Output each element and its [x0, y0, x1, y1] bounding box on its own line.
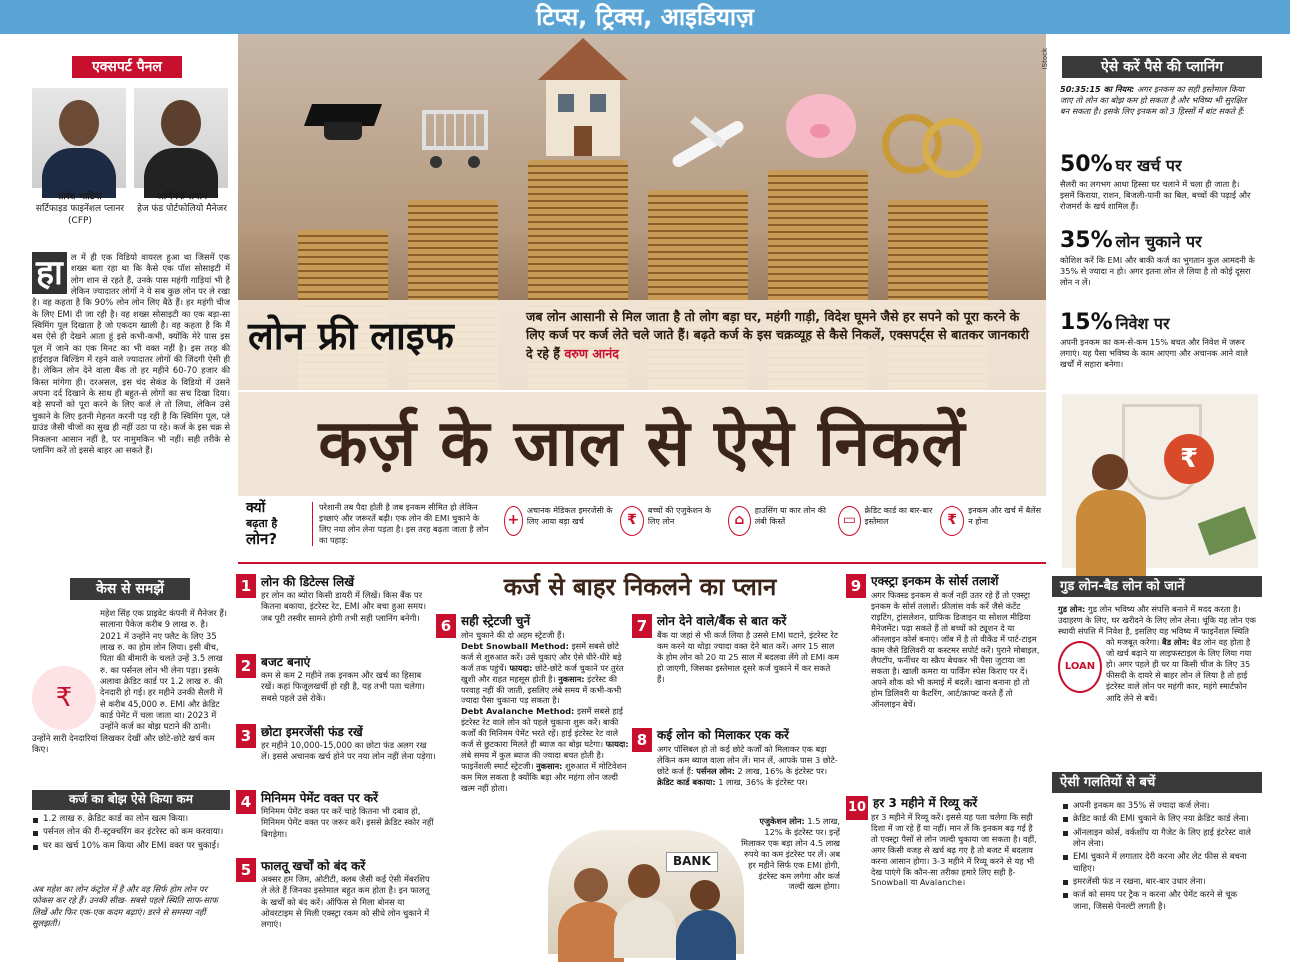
good-bad-heading: गुड लोन-बैड लोन को जानें	[1052, 576, 1262, 597]
mistakes-heading: ऐसी गलतियों से बचें	[1052, 772, 1262, 793]
hero-author: वरुण आनंद	[564, 345, 619, 361]
reason-label: हाउसिंग या कार लोन की लंबी किस्तें	[754, 506, 826, 526]
split-pct: 15%	[1060, 310, 1113, 335]
step-number: 10	[846, 796, 868, 820]
snowball-text: इसमें सबसे छोटे कर्ज से शुरुआत करें। उसे चुकाएं और ऐसे धीरे-धीरे बड़े कर्ज तक पहुंचें।	[461, 640, 622, 673]
reason-3	[728, 506, 832, 536]
hero-image	[238, 34, 1049, 390]
step-title: छोटा इमरजेंसी फंड रखें	[261, 725, 363, 739]
step-intro: लोन चुकाने की दो अहम स्ट्रेटजी हैं।	[461, 630, 565, 640]
avalanche-text: इसमें सबसे हाई इंटरेस्ट रेट वाले लोन को पहले चुकाना शुरू करें। बाकी कर्जों की मिनिमम पेमेंट भरते रहें। हाई इंटरेस्ट रेट वाले कर्ज से छुटकारा मिलते ही ब्याज का बोझ घटेगा।	[461, 706, 623, 750]
snowball-benefit: छोटे-छोटे कर्ज चुकाने पर तुरंत खुशी और राहत महसूस होती है।	[461, 662, 624, 684]
split-title: निवेश पर	[1115, 314, 1170, 333]
list-item: क्रेडिट कार्ड की EMI चुकाने के लिए नया क्रेडिट कार्ड लेना।	[1062, 813, 1256, 824]
list-item: घर का खर्च 10% कम किया और EMI वक्त पर चुकाई।	[32, 841, 230, 852]
step-7	[632, 614, 840, 724]
expert-1-name: तारेश भाटिया	[58, 192, 102, 202]
split-title: घर खर्च पर	[1115, 156, 1182, 175]
step-number: 1	[236, 574, 256, 598]
page-banner: टिप्स, ट्रिक्स, आइडियाज़	[0, 0, 1290, 34]
graduation-cap-icon	[308, 104, 378, 144]
avalanche-benefit: लंबे समय में कुल ब्याज की ज्यादा बचत होती है। फाइनेंशली स्मार्ट स्ट्रेटजी।	[461, 749, 604, 771]
bank-sign: BANK	[666, 852, 718, 872]
why-label	[246, 500, 310, 548]
expert-1	[30, 192, 130, 228]
expert-photo-1	[32, 88, 126, 188]
why-label-1: क्यों	[246, 500, 266, 516]
case-heading: केस से समझें	[70, 578, 190, 600]
graduation-cap-icon: ₹	[620, 506, 644, 536]
snowball-loss: इंटरेस्ट की परवाह नहीं की जाती, इसलिए लंबे समय में कभी-कभी ज्यादा पैसा चुकाना पड़ सकता है।	[461, 673, 622, 706]
personal-text: 2 लाख, 16% के इंटरेस्ट पर।	[737, 765, 828, 776]
reason-2	[620, 506, 720, 536]
split-text: अपनी इनकम का कम-से-कम 15% बचत और निवेश में जरूर लगाएं। यह पैसा भविष्य के काम आएगा और अचानक आने वाले खर्चों में सहारा बनेगा।	[1060, 337, 1248, 370]
wedding-rings-icon	[878, 104, 988, 184]
step-number: 9	[846, 574, 866, 598]
step-number: 2	[236, 654, 256, 678]
split-title: लोन चुकाने पर	[1115, 232, 1202, 251]
step-number: 8	[632, 728, 652, 752]
reason-label: इनकम और खर्च में बैलेंस न होना	[968, 506, 1042, 526]
house-hand-icon: ⌂	[728, 506, 751, 536]
why-strip	[238, 498, 1046, 564]
credit-card-icon: ▭	[838, 506, 861, 536]
step-title: लोन की डिटेल्स लिखें	[261, 575, 355, 589]
planning-rule	[1060, 84, 1256, 117]
list-item: इमरजेंसी फंड न रखना, बार-बार उधार लेना।	[1062, 876, 1256, 887]
medical-kit-icon: +	[504, 506, 523, 536]
step-title: फालतू खर्चों को बंद करें	[261, 859, 366, 873]
split-pct: 35%	[1060, 228, 1113, 253]
step-title: एक्स्ट्रा इनकम के सोर्स तलाशें	[871, 574, 999, 588]
step-3	[236, 724, 436, 790]
reason-label: बच्चों की एजुकेशन के लिए लोन	[647, 506, 712, 526]
reason-4	[838, 506, 934, 536]
step-2	[236, 654, 436, 724]
card-label: क्रेडिट कार्ड बकाया:	[657, 776, 716, 787]
hero-title: लोन फ्री लाइफ	[248, 314, 454, 358]
hero-band	[238, 300, 1046, 390]
case-closing: अब महेश का लोन कंट्रोल में है और वह सिर्फ होम लोन पर फोकस कर रहे हैं। उनकी सीख- सबसे पहले स्थिति साफ-साफ लिखें और फिर एक-एक कदम बढ़ाएं। डरने से समस्या नहीं सुलझती।	[32, 884, 218, 929]
benefit-label: फायदा:	[605, 739, 629, 750]
piggy-person-icon: ₹	[32, 666, 96, 730]
rule-text: अगर इनकम का सही इस्तेमाल किया जाए तो लोन का बोझ कम हो सकता है और भविष्य भी सुरक्षित बन सकता है। इसके लिए इनकम को 3 हिस्सों में बांट सकते हैं:	[1060, 84, 1247, 117]
step-title: सही स्ट्रेटजी चुनें	[461, 614, 531, 628]
edu-text: 1.5 लाख, 12% के इंटरेस्ट पर। इन्हें मिलाकर एक बड़ा लोन 4.5 लाख रुपये का कम इंटरेस्ट पर लें। अब हर महीने सिर्फ एक EMI होगी, इंटरेस्ट कम लगेगा और कर्ज जल्दी खत्म होगा।	[741, 816, 840, 892]
plan-heading: कर्ज से बाहर निकलने का प्लान	[503, 573, 777, 601]
step-text: अगर पॉसिबल हो तो कई छोटे कर्जों को मिलाकर एक बड़ा लेकिन कम ब्याज वाला लोन लें। मान लें, आपके पास 3 छोटे-छोटे कर्ज हैं:	[657, 744, 838, 776]
avalanche-loss: शुरुआत में मोटिवेशन कम मिल सकता है क्योंकि बड़ा और महंगा लोन जल्दी खत्म नहीं होता।	[461, 760, 627, 793]
image-credit: iStock	[1040, 47, 1049, 70]
planning-heading: ऐसे करें पैसे की प्लानिंग	[1062, 56, 1262, 78]
step-10	[846, 796, 1042, 950]
why-text: परेशानी तब पैदा होती है जब इनकम सीमित हो लेकिन इच्छाएं और जरूरतें बढ़ी। एक लोन की EMI चुकाने के लिए नया लोन लेना पड़ता है। इस तरह बढ़ता जाता है लोन का पहाड़:	[312, 502, 492, 546]
case-bullets	[32, 814, 230, 854]
shopping-cart-icon	[416, 104, 496, 174]
step-8-edu	[740, 816, 840, 946]
coin-shield-illustration	[1062, 394, 1258, 568]
step-text: हर लोन का ब्योरा किसी डायरी में लिखें। किस बैंक पर कितना बकाया, इंटरेस्ट रेट, EMI और बचा हुआ समय। जब पूरी तस्वीर सामने होगी तभी सही प्लानिंग बनेगी।	[261, 590, 427, 623]
step-title: हर 3 महीने में रिव्यू करें	[873, 796, 978, 810]
expert-2	[132, 192, 232, 216]
list-item: EMI चुकाने में लगातार देरी करना और लेट फीस से बचना चाहिए।	[1062, 851, 1256, 874]
good-label: गुड लोन:	[1058, 604, 1086, 614]
intro-article	[32, 252, 230, 570]
intro-text: ल में ही एक विडियो वायरल हुआ था जिसमें एक शख्स बता रहा था कि कैसे एक पॉश सोसाइटी में लोग शान से रहते हैं, उनके पास महंगी गाड़ियां भी है लेकिन ज्यादातर लोगों ने ये सब कुछ लोन पर ले रखा है। वह कहता है कि 90% लोन लोन लिए बैठे हैं। हर महंगी चीज के लिए EMI दी जा रही है। वह शख्स सोसाइटी का एक बड़ा-सा स्विमिंग पूल दिखाता है जो एकदम खाली है। वह कहता है कि मैं बस ऐसे ही देखने आता हूं इसे कभी-कभी, क्योंकि मेरे पास इस पूल में जाने का एक मिनट का भी वक्त नहीं है। इस तरह की हाईराइज बिल्डिंग में रहने वाले ज्यादातर लोगों की जिंदगी ऐसी ही है। लेकिन लोन देने वाला बैंक तो हर महीने 60-70 हजार की किस्त मांगेगा ही। दरअसल, इस चंद सेकंड के विडियो में उसने अपना दर्द दिखाने के साथ ही बहुत-से लोगों का सच दिखा दिया। बड़े सपनों को पूरा करने के लिए कर्ज ले तो लिया, लेकिन उसे चुकाने के लिए इतनी मेहनत करनी पड़ रही है कि स्विमिंग पूल, प्ले ग्राउंड जैसी चीजों का सुख ही नहीं उठा पा रहे। कर्ज के इस चक्र से निकलना आसान नहीं है, पर नामुमकिन भी नहीं। सही तरीके से प्लानिंग करें तो इससे बाहर आ सकते हैं।	[32, 252, 231, 455]
split-35	[1060, 226, 1256, 288]
list-item: पर्सनल लोन की री-स्ट्रक्चरिंग कर इंटरेस्ट को कम करवाया।	[32, 827, 230, 838]
list-item: कर्ज को समय पर ट्रैक न करना और पेमेंट करने से चूक जाना, जिससे पेनल्टी लगती है।	[1062, 889, 1256, 912]
expert-panel-heading: एक्सपर्ट पैनल	[72, 56, 182, 78]
step-text: अक्सर हम जिम, ओटीटी, क्लब जैसी कई ऐसी मेंबरशिप ले लेते हैं जिनका इस्तेमाल बहुत कम होता है। इन फालतू के खर्चों को बंद करें। ऑफिस से मिला बोनस या ओवरटाइम से मिली एक्स्ट्रा रकम को सीधे लोन चुकाने में लगाएं।	[261, 874, 430, 930]
expert-2-name: अभिषेक सचान	[157, 192, 207, 202]
step-number: 3	[236, 724, 256, 748]
split-pct: 50%	[1060, 152, 1113, 177]
expert-photo-2	[134, 88, 228, 188]
case-story: महेश सिंह एक प्राइवेट कंपनी में मैनेजर हैं। सालाना पैकेज करीब 9 लाख रु. है। 2021 में उन्होंने नए फ्लैट के लिए 35 लाख रु. का होम लोन लिया। इसी बीच, पिता की बीमारी के चलते उन्हें 3.5 लाख रु. का पर्सनल लोन भी लेना पड़ा। इसके अलावा क्रेडिट कार्ड पर 1.2 लाख रु. की देनदारी हो गई। हर महीने उनकी सैलरी में से करीब 45,000 रु. EMI और क्रेडिट कार्ड पेमेंट में चला जाता था। 2023 में उन्होंने कर्ज का बोझ घटाने की ठानी। उन्होंने सारी देनदारियां लिखकर देखीं और छोटे-छोटे खर्च कम किए।	[32, 608, 227, 755]
step-text: मिनिमम पेमेंट वक्त पर करें चाहे कितना भी दबाव हो, मिनिमम पेमेंट वक्त पर जरूर करें। इससे क्रेडिट स्कोर नहीं बिगड़ेगा।	[261, 806, 434, 839]
loan-icon-label: LOAN	[1064, 661, 1096, 673]
step-title: लोन देने वाले/बैंक से बात करें	[657, 614, 787, 628]
reason-label: क्रेडिट कार्ड का बार-बार इस्तेमाल	[864, 506, 933, 526]
rupee-coin-icon: ₹	[1164, 434, 1214, 484]
house-icon	[538, 38, 628, 156]
expert-2-role: हेज फंड पोर्टफोलियो मैनेजर	[137, 203, 227, 214]
step-title: मिनिमम पेमेंट वक्त पर करें	[261, 791, 378, 805]
step-title: बजट बनाएं	[261, 655, 311, 669]
reason-5	[940, 506, 1044, 536]
split-15	[1060, 308, 1256, 370]
expert-1-role: सर्टिफाइड फाइनेंशल प्लानर (CFP)	[35, 203, 125, 226]
benefit-label: फायदा:	[509, 662, 533, 673]
wallet-icon: ₹	[940, 506, 964, 536]
step-methods: Snowball या Avalanche।	[871, 877, 966, 888]
card-text: 1 लाख, 36% के इंटरेस्ट पर।	[718, 776, 808, 787]
split-50	[1060, 150, 1256, 212]
step-4	[236, 790, 436, 858]
edu-label: एजुकेशन लोन:	[759, 816, 805, 826]
list-item: अपनी इनकम का 35% से ज्यादा कर्ज लेना।	[1062, 800, 1256, 811]
rule-label: 50:35:15 का नियम:	[1060, 84, 1135, 94]
airplane-icon	[658, 114, 748, 174]
loss-label: नुकसान:	[558, 673, 585, 684]
loss-label: नुकसान:	[536, 760, 563, 771]
snowball-title: Debt Snowball Method:	[461, 640, 569, 651]
bad-text: बैड लोन वह होता है जो खर्च बढ़ाने या लाइफस्टाइल के लिए लिया गया हो। अगर पहले ही घर या किसी चीज के लिए 35 फीसदी के दायरे से बाहर लोन ले लिया है तो हाई इंटरेस्ट वाले लोन पर महंगी कार, महंगे स्मार्टफोन आदि लेने से बचें।	[1106, 637, 1252, 703]
step-text: हर 3 महीने में रिव्यू करें। इससे यह पता चलेगा कि सही दिशा में जा रहे हैं या नहीं। मान लें कि इनकम बढ़ गई है तो एक्स्ट्रा पैसों से लोन जल्दी चुकाया जा सकता है। वहीं, अगर किसी वजह से खर्च बढ़ गए है तो बजट में बदलाव करना आसान होगा। 3-3 महीने में रिव्यू करने से यह भी देख पाएंगे कि कौन-सा तरीका हमारे लिए सही है-	[871, 812, 1037, 877]
step-1	[236, 574, 436, 654]
split-text: कोशिश करें कि EMI और बाकी कर्ज का भुगतान कुल आमदनी के 35% से ज्यादा न हो। अगर इतना लोन ले लिया है तो कोई दूसरा लोन न लें।	[1060, 255, 1255, 288]
why-label-2: बढ़ता है	[246, 516, 278, 530]
step-number: 7	[632, 614, 652, 638]
step-title: कई लोन को मिलाकर एक करें	[657, 728, 789, 742]
step-number: 5	[236, 858, 256, 882]
step-text: बैंक या जहां से भी कर्ज लिया है उससे EMI घटाने, इंटरेस्ट रेट कम करने या थोड़ा ज्यादा वक्त देने बात करें। अगर 15 साल के होम लोन को 20 या 25 साल में बदलवा लेंगे तो EMI कम हो जाएगी, जिसका इस्तेमाल दूसरे कर्ज चुकाने में कर सकते हैं।	[657, 630, 839, 684]
step-text: कम से कम 2 महीने तक इनकम और खर्च का हिसाब रखें। कहां फिजूलखर्ची हो रही है, यह तभी पता चलेगा। सबसे पहले उसे रोकें।	[261, 670, 425, 703]
list-item: ऑनलाइन कोर्स, वर्कशॉप या गैजेट के लिए हाई इंटरेस्ट वाले लोन लेना।	[1062, 827, 1256, 850]
step-number: 6	[436, 614, 456, 638]
reason-label: अचानक मेडिकल इमरजेंसी के लिए आया बड़ा खर्च	[526, 506, 613, 526]
steps-left	[236, 574, 436, 948]
hero-deck	[526, 308, 1036, 363]
bank-illustration	[548, 830, 744, 954]
case-text	[32, 608, 230, 784]
hero-deck-text: जब लोन आसानी से मिल जाता है तो लोग बड़ा घर, महंगी गाड़ी, विदेश घूमने जैसे हर सपने को पूरा करने के लिए कर्ज पर कर्ज लेते चले जाते हैं। बढ़ते कर्ज के इस चक्रव्यूह से कैसे निकलें, एक्सपर्ट्स से बातकर जानकारी दे रहे हैं	[526, 309, 1029, 361]
avalanche-title: Debt Avalanche Method:	[461, 706, 575, 717]
main-headline: कर्ज़ के जाल से ऐसे निकलें	[238, 392, 1046, 496]
list-item: 1.2 लाख रु. क्रेडिट कार्ड का लोन खत्म किया।	[32, 814, 230, 825]
step-text: अगर फिक्स्ड इनकम से कर्ज नहीं उतर रहे हैं तो एक्स्ट्रा इनकम के सोर्स तलाशें। फ्रीलांस वर्क करें जैसे कंटेंट राइटिंग, ट्रांसलेशन, ग्राफिक डिजाइन या सोशल मीडिया मैनेजमेंट। पढ़ा सकते हैं तो बच्चों को ट्यूशन दे या ऑनलाइन कोर्स बनाएं। जॉब में है तो वीकेंड में पार्ट-टाइम काम जैसे डिलिवरी या कस्टमर सपोर्ट करें। पुराने मोबाइल, लैपटॉप, फर्नीचर या स्क्रैप बेचकर भी पैसा जुटाया जा सकता है। खाली कमरा या पार्किंग स्पेस किराए पर दें। अपने शौक को भी कमाई में बदलें। खाना बनाना हो तो होम डिलिवरी या कैटरिंग, आर्ट/क्राफ्ट करते हैं तो ऑनलाइन बेचें।	[871, 590, 1040, 710]
step-number: 4	[236, 790, 256, 814]
step-text: हर महीने 10,000-15,000 का छोटा फंड अलग रख लें। इससे अचानक खर्च होने पर नया लोन नहीं लेना पड़ेगा।	[261, 740, 436, 762]
case-sub-heading: कर्ज का बोझ ऐसे किया कम	[32, 790, 230, 810]
piggy-bank-icon	[786, 94, 856, 158]
bad-label: बैड लोन:	[1162, 637, 1190, 648]
step-9	[846, 574, 1042, 794]
intro-dropcap: हा	[32, 252, 67, 294]
reason-1	[504, 506, 614, 536]
good-text: गुड लोन भविष्य और संपत्ति बनाने में मदद करता है। उदाहरण के लिए, घर खरीदने के लिए लोन लेना। चूंकि यह लोन एक स्थायी संपत्ति में निवेश है, इसलिए यह भविष्य में फाइनेंशल स्थिति को मजबूत करेगा।	[1058, 604, 1256, 648]
loan-document-icon	[1058, 641, 1102, 693]
personal-label: पर्सनल लोन:	[696, 765, 735, 776]
good-bad-text	[1058, 604, 1256, 770]
split-text: सैलरी का लगभग आधा हिस्सा घर चलाने में चला ही जाता है। इसमें किराया, राशन, बिजली-पानी का बिल, बच्चों की पढ़ाई और रोजमर्रा के खर्च शामिल हैं।	[1060, 179, 1251, 212]
mistakes-list	[1062, 800, 1256, 914]
why-label-3: लोन?	[246, 529, 278, 548]
step-5	[236, 858, 436, 948]
